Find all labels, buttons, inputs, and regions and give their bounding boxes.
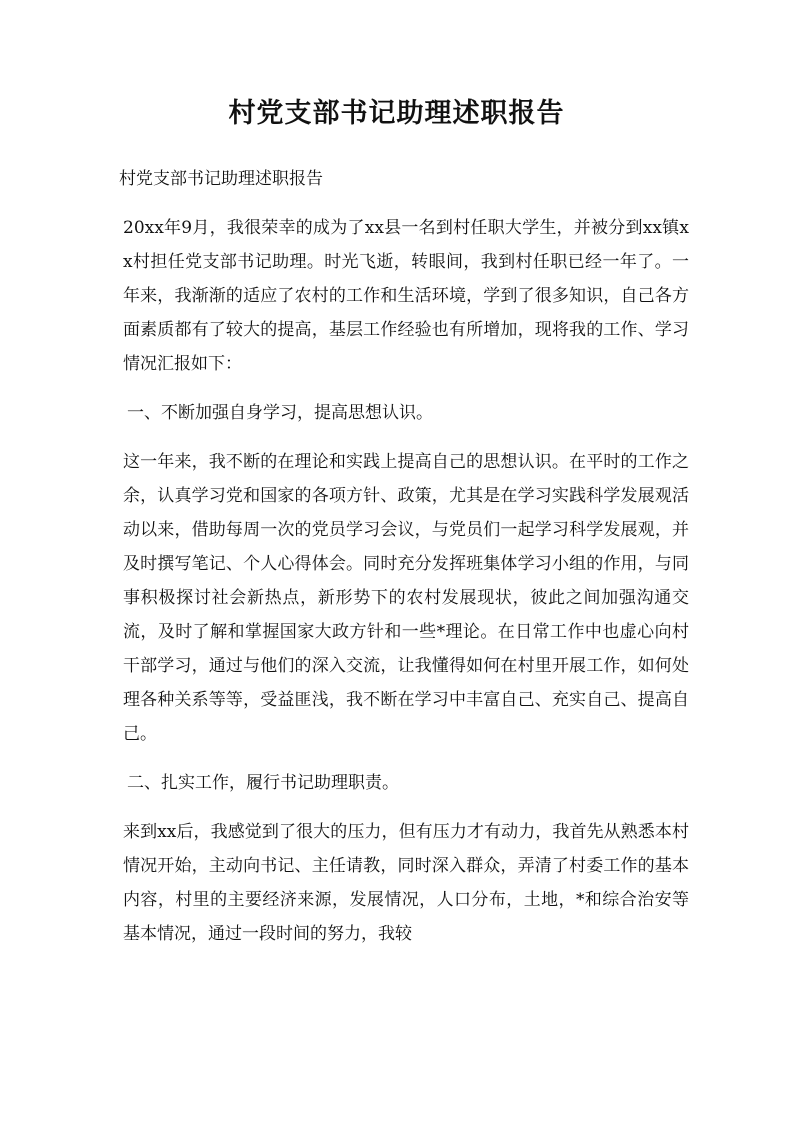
document-body [119, 162, 689, 966]
section-2-paragraph: 来到xx后，我感觉到了很大的压力，但有压力才有动力，我首先从熟悉本村情况开始，主动向书记、主任请教，同时深入群众，弄清了村委工作的基本内容，村里的主要经济来源，发展情况，人口分布，土地，*和综合治安等基本情况，通过一段时间的努力，我较 [123, 822, 689, 944]
intro-paragraph: 20xx年9月，我很荣幸的成为了xx县一名到村任职大学生，并被分到xx镇xx村担任党支部书记助理。时光飞逝，转眼间，我到村任职已经一年了。一年来，我渐渐的适应了农村的工作和生活环境，学到了很多知识，自己各方面素质都有了较大的提高，基层工作经验也有所增加，现将我的工作、学习情况汇报如下： [123, 218, 689, 374]
section-1-heading: 一、不断加强自身学习，提高思想认识。 [127, 403, 433, 423]
document-subtitle: 村党支部书记助理述职报告 [119, 169, 323, 189]
document-title: 村党支部书记助理述职报告 [228, 98, 565, 129]
section-1-paragraph: 这一年来，我不断的在理论和实践上提高自己的思想认识。在平时的工作之余，认真学习党和国家的各项方针、政策，尤其是在学习实践科学发展观活动以来，借助每周一次的党员学习会议，与党员们一起学习科学发展观，并及时撰写笔记、个人心得体会。同时充分发挥班集体学习小组的作用，与同事积极探讨社会新热点，新形势下的农村发展现状，彼此之间加强沟通交流，及时了解和掌握国家大政方针和一些*理论。在日常工作中也虚心向村干部学习，通过与他们的深入交流，让我懂得如何在村里开展工作，如何处理各种关系等等，受益匪浅，我不断在学习中丰富自己、充实自己、提高自己。 [123, 452, 689, 744]
section-2-heading: 二、扎实工作，履行书记助理职责。 [127, 773, 399, 793]
